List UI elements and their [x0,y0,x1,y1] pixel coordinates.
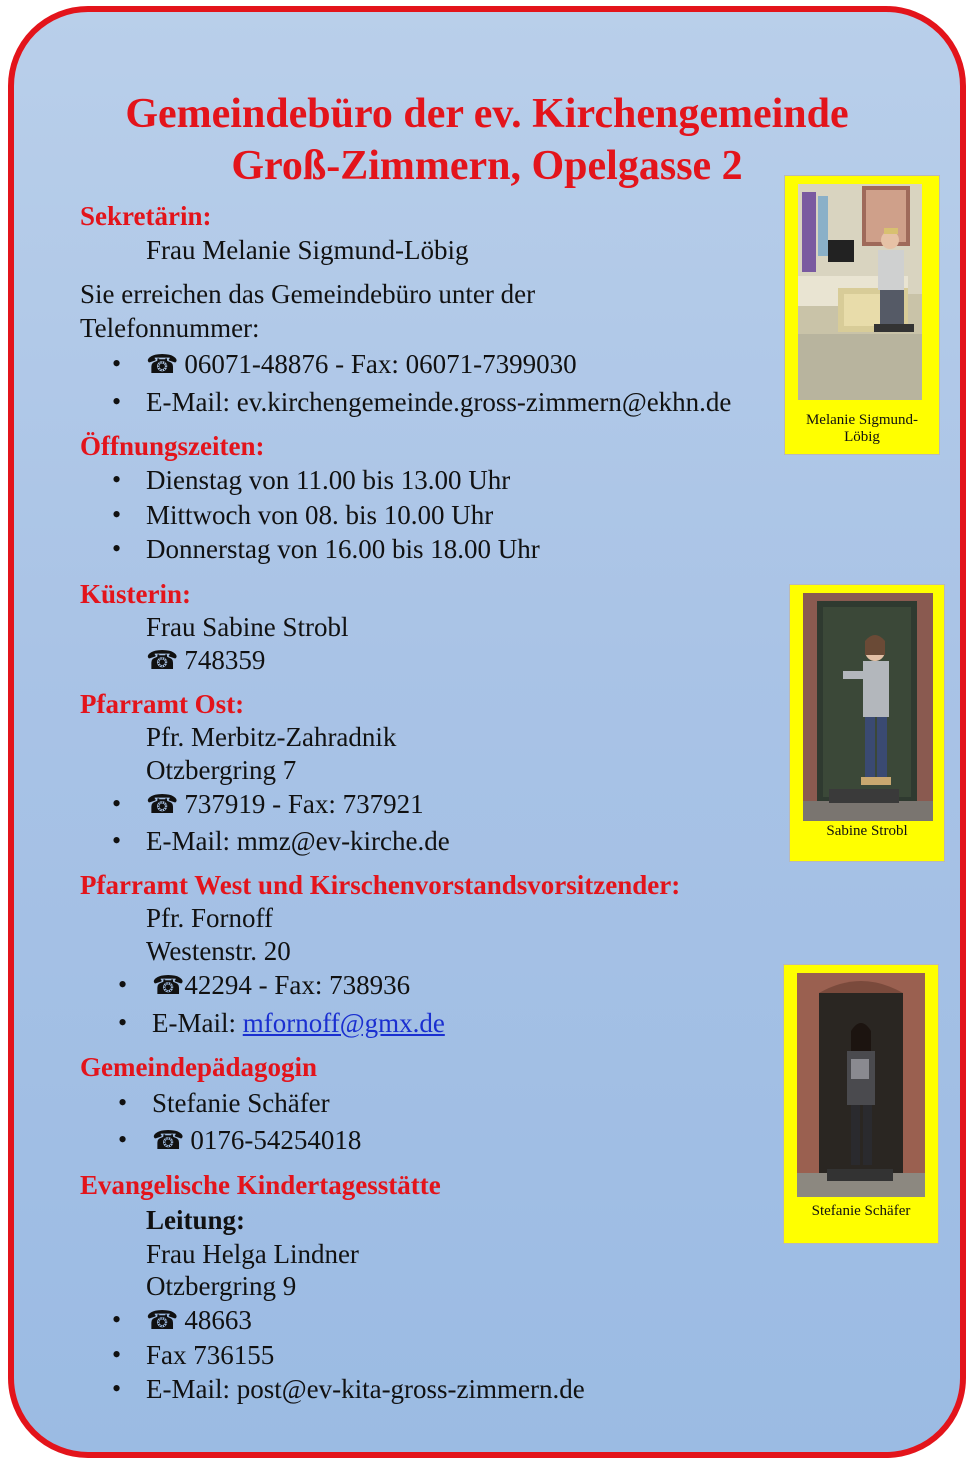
pfarramt-west-email [152,1007,445,1039]
phone-icon: ☎ [146,350,179,379]
kuesterin-phone-text: 748359 [184,645,266,675]
photo-card-stefanie [783,964,939,1244]
pfarramt-west-street: Westenstr. 20 [146,936,291,966]
heading-sekretaerin: Sekretärin: [80,201,212,231]
intro-line1: Sie erreichen das Gemeindebüro unter der [80,279,536,309]
phone-icon: ☎ [146,646,179,675]
gemeindepaedagogin-phone [152,1124,361,1157]
photo-card-sabine [789,584,945,862]
phone-icon: ☎ [152,1126,185,1155]
kita-phone [146,1304,252,1337]
kuesterin-phone [146,644,265,677]
photo-stefanie [797,973,925,1197]
heading-kita: Evangelische Kindertagesstätte [80,1170,441,1200]
opening-hours-item: • Donnerstag von 16.00 bis 18.00 Uhr [146,533,540,565]
email-link[interactable]: mfornoff@gmx.de [242,1008,445,1038]
gemeindepaedagogin-name: • Stefanie Schäfer [152,1087,330,1119]
heading-pfarramt-ost: Pfarramt Ost: [80,689,245,719]
sekretaerin-phone-text: 06071-48876 - Fax: 06071-7399030 [184,349,577,379]
kita-leitung-label: Leitung: [146,1205,246,1235]
pfarramt-ost-phone-text: 737919 - Fax: 737921 [184,789,424,819]
opening-hours-item: • Dienstag von 11.00 bis 13.00 Uhr [146,464,510,496]
intro-line2: Telefonnummer: [80,313,260,343]
kita-name: Frau Helga Lindner [146,1239,359,1269]
door-photo-icon [803,593,933,821]
pfarramt-west-email-label: E-Mail: [152,1008,243,1038]
kita-phone-text: 48663 [184,1305,252,1335]
doorway-photo-icon [797,973,925,1197]
opening-hours-item: • Mittwoch von 08. bis 10.00 Uhr [146,499,493,531]
photo-card-melanie [784,175,940,455]
photo-sabine [803,593,933,821]
office-photo-icon [798,184,922,400]
caption-sabine: Sabine Strobl [826,823,908,839]
heading-oeffnungszeiten: Öffnungszeiten: [80,431,265,461]
sekretaerin-name: Frau Melanie Sigmund-Löbig [146,235,469,265]
caption-melanie-line1: Melanie Sigmund- [805,412,919,428]
pfarramt-ost-street: Otzbergring 7 [146,755,297,785]
heading-gemeindepaedagogin: Gemeindepädagogin [80,1052,318,1082]
photo-melanie [798,184,922,400]
heading-pfarramt-west: Pfarramt West und Kirschenvorstandsvorsitzender: [80,870,681,900]
info-card [8,6,966,1458]
sekretaerin-phone [146,348,577,381]
kuesterin-name: Frau Sabine Strobl [146,612,349,642]
phone-icon: ☎ [152,971,185,1000]
pfarramt-ost-phone [146,788,424,821]
pfarramt-west-phone [152,969,410,1002]
pfarramt-west-phone-text: 42294 - Fax: 738936 [184,970,411,1000]
caption-stefanie: Stefanie Schäfer [811,1203,911,1219]
kita-email: • E-Mail: post@ev-kita-gross-zimmern.de [146,1373,585,1405]
phone-icon: ☎ [146,1306,179,1335]
pfarramt-ost-name: Pfr. Merbitz-Zahradnik [146,722,397,752]
pfarramt-ost-email: • E-Mail: mmz@ev-kirche.de [146,825,450,857]
kita-street: Otzbergring 9 [146,1271,297,1301]
pfarramt-west-name: Pfr. Fornoff [146,903,274,933]
page-title-line2: Groß-Zimmern, Opelgasse 2 [231,143,743,189]
page-title-line1: Gemeindebüro der ev. Kirchengemeinde [125,91,849,137]
kita-fax: • Fax 736155 [146,1339,274,1371]
sekretaerin-email: • E-Mail: ev.kirchengemeinde.gross-zimmern@ekhn.de [146,386,731,418]
phone-icon: ☎ [146,790,179,819]
gemeindepaedagogin-phone-text: 0176-54254018 [190,1125,362,1155]
caption-melanie-line2: Löbig [844,429,880,445]
heading-kuesterin: Küsterin: [80,579,191,609]
